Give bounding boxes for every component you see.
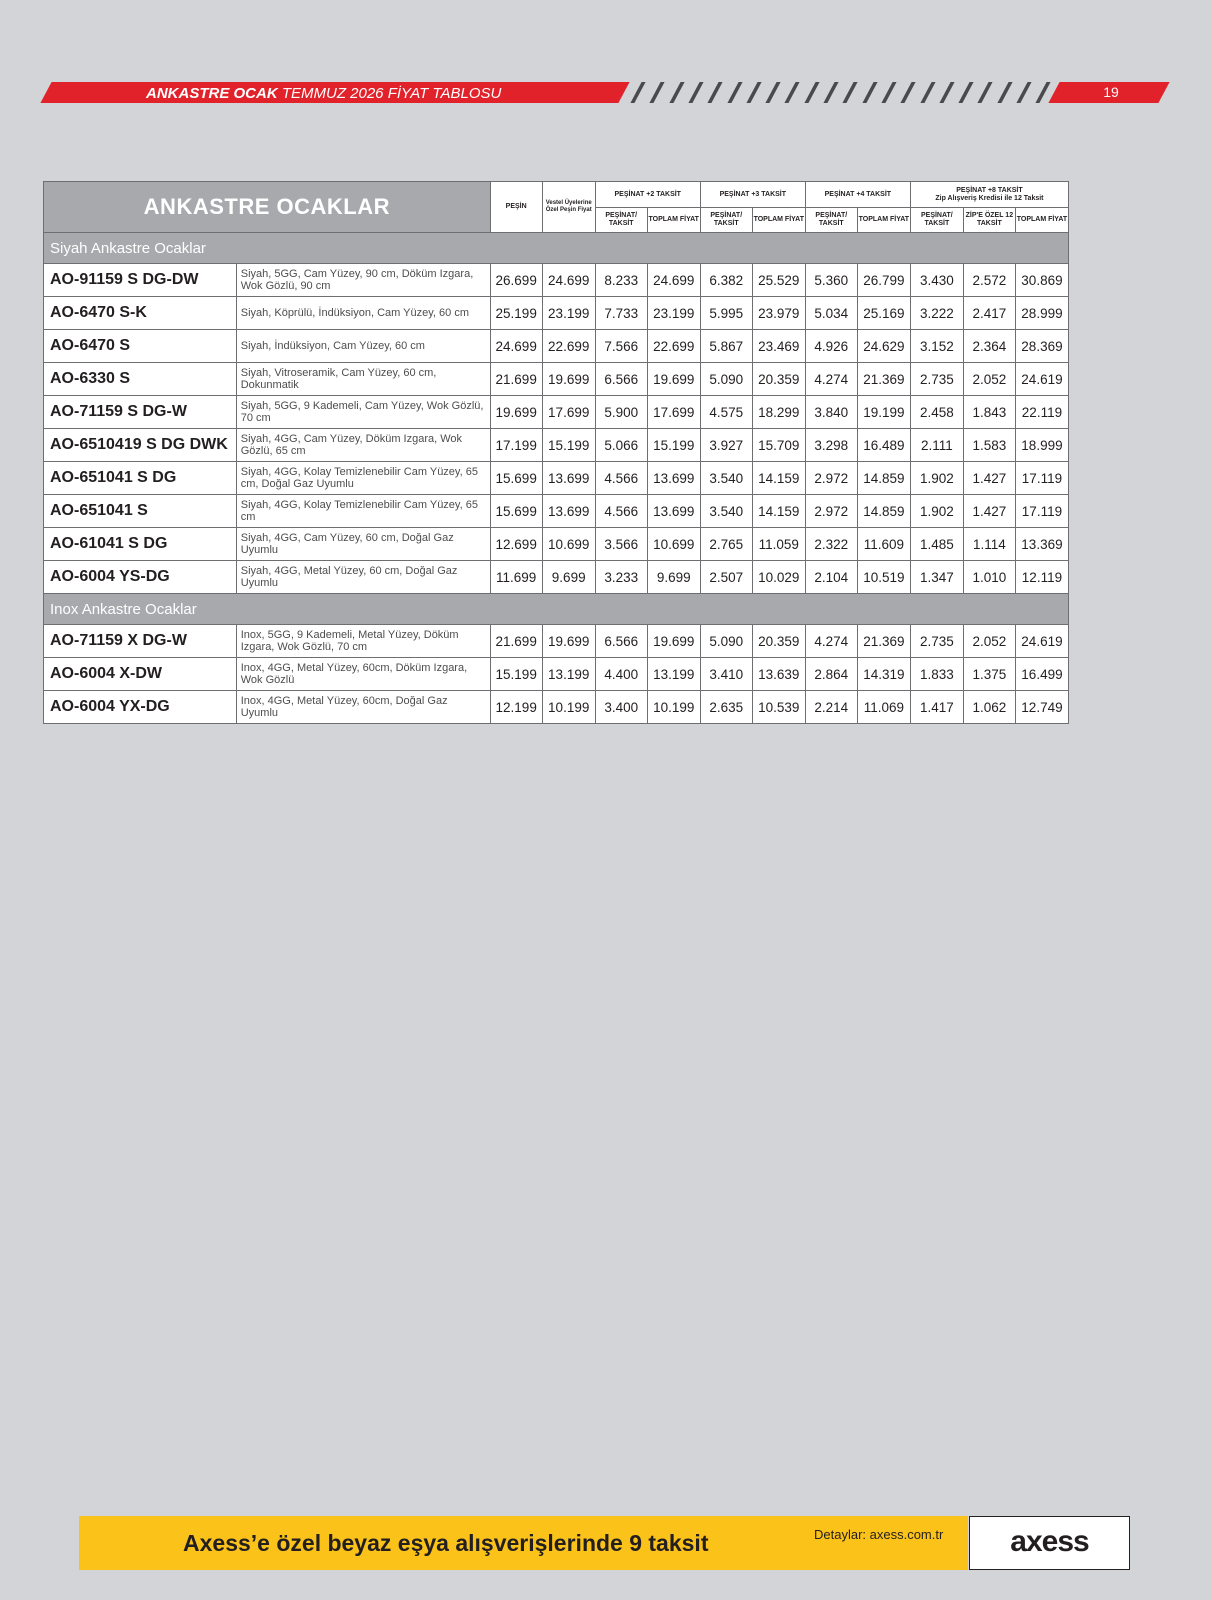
price-cell: 9.699 <box>647 561 700 594</box>
banner-stripe <box>1016 82 1031 103</box>
price-cell: 3.298 <box>805 429 857 462</box>
banner-stripe <box>727 82 742 103</box>
price-cell: 19.699 <box>542 363 595 396</box>
price-cell: 3.233 <box>595 561 647 594</box>
price-cell: 12.119 <box>1015 561 1068 594</box>
price-cell: 16.499 <box>1015 658 1068 691</box>
price-cell: 2.322 <box>805 528 857 561</box>
price-cell: 22.699 <box>542 330 595 363</box>
product-description: Siyah, 4GG, Kolay Temizlenebilir Cam Yüzey, 65 cm, Doğal Gaz Uyumlu <box>236 462 490 495</box>
header-toplam-fiyat: TOPLAM FİYAT <box>1015 208 1068 233</box>
banner-title <box>146 83 501 104</box>
price-cell: 22.699 <box>647 330 700 363</box>
header-pesinat-taksit: PEŞİNAT/ TAKSİT <box>910 208 963 233</box>
price-cell: 23.979 <box>752 297 805 330</box>
price-cell: 2.052 <box>963 363 1015 396</box>
banner-stripe <box>746 82 761 103</box>
price-cell: 1.833 <box>910 658 963 691</box>
product-code: AO-6470 S-K <box>44 297 237 330</box>
table-body <box>44 233 1069 724</box>
price-cell: 5.034 <box>805 297 857 330</box>
price-cell: 3.410 <box>700 658 752 691</box>
table-row <box>44 297 1069 330</box>
banner-stripe <box>843 82 858 103</box>
header-toplam-fiyat: TOPLAM FİYAT <box>647 208 700 233</box>
section-row <box>44 233 1069 264</box>
price-cell: 17.699 <box>647 396 700 429</box>
price-cell: 20.359 <box>752 625 805 658</box>
product-description: Siyah, Vitroseramik, Cam Yüzey, 60 cm, Dokunmatik <box>236 363 490 396</box>
price-cell: 15.699 <box>490 462 542 495</box>
header-pesinat-taksit: PEŞİNAT/ TAKSİT <box>805 208 857 233</box>
price-cell: 1.347 <box>910 561 963 594</box>
price-cell: 23.469 <box>752 330 805 363</box>
price-cell: 21.699 <box>490 625 542 658</box>
price-cell: 19.699 <box>647 363 700 396</box>
header-pesinat-taksit: PEŞİNAT/ TAKSİT <box>700 208 752 233</box>
price-cell: 25.529 <box>752 264 805 297</box>
price-cell: 14.859 <box>857 495 910 528</box>
price-cell: 3.222 <box>910 297 963 330</box>
product-code: AO-71159 S DG-W <box>44 396 237 429</box>
header-pesin: PEŞİN <box>490 182 542 233</box>
price-cell: 4.926 <box>805 330 857 363</box>
footer-promo-text: Axess’e özel beyaz eşya alışverişlerinde 9 taksit <box>183 1530 709 1556</box>
table-row <box>44 528 1069 561</box>
price-cell: 1.583 <box>963 429 1015 462</box>
price-cell: 7.566 <box>595 330 647 363</box>
banner-stripe <box>804 82 819 103</box>
price-cell: 28.369 <box>1015 330 1068 363</box>
price-cell: 10.199 <box>542 691 595 724</box>
price-cell: 15.199 <box>490 658 542 691</box>
price-cell: 13.699 <box>647 495 700 528</box>
table-row <box>44 330 1069 363</box>
price-cell: 20.359 <box>752 363 805 396</box>
price-cell: 5.066 <box>595 429 647 462</box>
price-cell: 2.635 <box>700 691 752 724</box>
price-cell: 2.572 <box>963 264 1015 297</box>
product-code: AO-6004 X-DW <box>44 658 237 691</box>
price-cell: 14.159 <box>752 462 805 495</box>
price-cell: 1.417 <box>910 691 963 724</box>
price-cell: 4.566 <box>595 495 647 528</box>
product-description: Siyah, Köprülü, İndüksiyon, Cam Yüzey, 60 cm <box>236 297 490 330</box>
product-code: AO-6510419 S DG DWK <box>44 429 237 462</box>
product-description: Inox, 5GG, 9 Kademeli, Metal Yüzey, Döküm Izgara, Wok Gözlü, 70 cm <box>236 625 490 658</box>
price-cell: 2.052 <box>963 625 1015 658</box>
price-cell: 2.972 <box>805 495 857 528</box>
price-cell: 2.735 <box>910 625 963 658</box>
price-cell: 3.400 <box>595 691 647 724</box>
banner-stripe <box>650 82 665 103</box>
price-cell: 2.735 <box>910 363 963 396</box>
table-row <box>44 691 1069 724</box>
price-cell: 5.867 <box>700 330 752 363</box>
price-cell: 2.364 <box>963 330 1015 363</box>
banner-stripe <box>997 82 1012 103</box>
table-row <box>44 462 1069 495</box>
price-table <box>43 181 1069 724</box>
product-description: Siyah, 4GG, Metal Yüzey, 60 cm, Doğal Gaz Uyumlu <box>236 561 490 594</box>
axess-logo: axess <box>1010 1525 1089 1558</box>
price-cell: 10.699 <box>542 528 595 561</box>
product-code: AO-6004 YS-DG <box>44 561 237 594</box>
price-cell: 15.709 <box>752 429 805 462</box>
price-cell: 5.995 <box>700 297 752 330</box>
banner-stripe <box>823 82 838 103</box>
table-row <box>44 396 1069 429</box>
price-cell: 1.010 <box>963 561 1015 594</box>
table-row <box>44 363 1069 396</box>
price-cell: 24.619 <box>1015 363 1068 396</box>
table-row <box>44 561 1069 594</box>
banner-title-bold: ANKASTRE OCAK <box>146 85 278 102</box>
price-cell: 5.090 <box>700 625 752 658</box>
section-title: Inox Ankastre Ocaklar <box>44 594 1069 625</box>
price-cell: 13.699 <box>647 462 700 495</box>
header-group-8-line1: PEŞİNAT +8 TAKSİT <box>956 186 1023 194</box>
price-cell: 23.199 <box>542 297 595 330</box>
price-cell: 1.902 <box>910 462 963 495</box>
table-row <box>44 495 1069 528</box>
product-description: Siyah, 4GG, Kolay Temizlenebilir Cam Yüzey, 65 cm <box>236 495 490 528</box>
price-cell: 3.840 <box>805 396 857 429</box>
price-cell: 17.119 <box>1015 462 1068 495</box>
price-cell: 28.999 <box>1015 297 1068 330</box>
banner-stripe <box>688 82 703 103</box>
price-cell: 1.375 <box>963 658 1015 691</box>
product-code: AO-6004 YX-DG <box>44 691 237 724</box>
header-banner <box>40 80 1171 106</box>
price-cell: 3.540 <box>700 495 752 528</box>
header-group-8-line2: Zip Alışveriş Kredisi ile 12 Taksit <box>935 194 1044 202</box>
header-toplam-fiyat: TOPLAM FİYAT <box>857 208 910 233</box>
banner-stripe <box>766 82 781 103</box>
price-cell: 2.972 <box>805 462 857 495</box>
price-cell: 8.233 <box>595 264 647 297</box>
banner-stripe <box>669 82 684 103</box>
product-description: Siyah, İndüksiyon, Cam Yüzey, 60 cm <box>236 330 490 363</box>
product-description: Siyah, 4GG, Cam Yüzey, Döküm Izgara, Wok Gözlü, 65 cm <box>236 429 490 462</box>
price-cell: 15.199 <box>647 429 700 462</box>
table-row <box>44 264 1069 297</box>
price-cell: 21.369 <box>857 363 910 396</box>
price-cell: 3.566 <box>595 528 647 561</box>
price-cell: 11.609 <box>857 528 910 561</box>
price-cell: 18.299 <box>752 396 805 429</box>
section-title: Siyah Ankastre Ocaklar <box>44 233 1069 264</box>
price-cell: 3.927 <box>700 429 752 462</box>
price-cell: 14.319 <box>857 658 910 691</box>
price-cell: 2.214 <box>805 691 857 724</box>
price-cell: 26.699 <box>490 264 542 297</box>
price-cell: 10.539 <box>752 691 805 724</box>
price-cell: 17.119 <box>1015 495 1068 528</box>
header-group-4-taksit: PEŞİNAT +4 TAKSİT <box>805 182 910 208</box>
banner-stripe <box>785 82 800 103</box>
price-cell: 12.699 <box>490 528 542 561</box>
price-cell: 18.999 <box>1015 429 1068 462</box>
banner-stripes <box>636 82 1078 103</box>
price-cell: 10.029 <box>752 561 805 594</box>
price-cell: 6.566 <box>595 625 647 658</box>
table-row <box>44 625 1069 658</box>
price-cell: 1.427 <box>963 462 1015 495</box>
product-code: AO-651041 S DG <box>44 462 237 495</box>
price-cell: 19.699 <box>490 396 542 429</box>
price-cell: 10.199 <box>647 691 700 724</box>
price-cell: 1.114 <box>963 528 1015 561</box>
price-cell: 13.699 <box>542 462 595 495</box>
product-description: Siyah, 5GG, 9 Kademeli, Cam Yüzey, Wok Gözlü, 70 cm <box>236 396 490 429</box>
price-cell: 13.199 <box>542 658 595 691</box>
axess-logo-box <box>969 1516 1130 1570</box>
price-cell: 4.566 <box>595 462 647 495</box>
price-cell: 6.566 <box>595 363 647 396</box>
price-cell: 2.765 <box>700 528 752 561</box>
price-cell: 24.699 <box>490 330 542 363</box>
table-row <box>44 658 1069 691</box>
banner-stripe <box>901 82 916 103</box>
price-cell: 24.699 <box>542 264 595 297</box>
header-vestel: Vestel Üyelerine Özel Peşin Fiyat <box>542 182 595 233</box>
price-cell: 1.902 <box>910 495 963 528</box>
product-description: Siyah, 4GG, Cam Yüzey, 60 cm, Doğal Gaz Uyumlu <box>236 528 490 561</box>
price-cell: 4.400 <box>595 658 647 691</box>
price-cell: 10.699 <box>647 528 700 561</box>
footer-promo-band <box>79 1516 968 1570</box>
price-cell: 14.159 <box>752 495 805 528</box>
price-cell: 17.699 <box>542 396 595 429</box>
price-cell: 19.699 <box>542 625 595 658</box>
price-cell: 2.417 <box>963 297 1015 330</box>
header-group-2-taksit: PEŞİNAT +2 TAKSİT <box>595 182 700 208</box>
product-description: Inox, 4GG, Metal Yüzey, 60cm, Doğal Gaz Uyumlu <box>236 691 490 724</box>
price-cell: 1.427 <box>963 495 1015 528</box>
footer-detail-link[interactable]: Detaylar: axess.com.tr <box>814 1527 944 1542</box>
banner-stripe <box>630 82 645 103</box>
price-cell: 4.274 <box>805 625 857 658</box>
price-cell: 9.699 <box>542 561 595 594</box>
banner-stripe <box>881 82 896 103</box>
footer-bar <box>79 1516 1129 1570</box>
product-code: AO-651041 S <box>44 495 237 528</box>
price-cell: 25.169 <box>857 297 910 330</box>
price-cell: 16.489 <box>857 429 910 462</box>
price-cell: 1.843 <box>963 396 1015 429</box>
page-number: 19 <box>1103 84 1119 100</box>
price-cell: 5.090 <box>700 363 752 396</box>
price-cell: 3.152 <box>910 330 963 363</box>
price-cell: 13.639 <box>752 658 805 691</box>
price-cell: 25.199 <box>490 297 542 330</box>
price-cell: 23.199 <box>647 297 700 330</box>
price-cell: 7.733 <box>595 297 647 330</box>
table-title: ANKASTRE OCAKLAR <box>44 182 491 233</box>
price-cell: 12.199 <box>490 691 542 724</box>
banner-title-rest: TEMMUZ 2026 FİYAT TABLOSU <box>277 85 502 102</box>
price-cell: 24.619 <box>1015 625 1068 658</box>
price-cell: 2.458 <box>910 396 963 429</box>
price-cell: 21.369 <box>857 625 910 658</box>
product-code: AO-6470 S <box>44 330 237 363</box>
banner-stripe <box>708 82 723 103</box>
price-cell: 30.869 <box>1015 264 1068 297</box>
product-code: AO-6330 S <box>44 363 237 396</box>
price-cell: 26.799 <box>857 264 910 297</box>
price-cell: 15.699 <box>490 495 542 528</box>
product-description: Siyah, 5GG, Cam Yüzey, 90 cm, Döküm Izgara, Wok Gözlü, 90 cm <box>236 264 490 297</box>
price-cell: 22.119 <box>1015 396 1068 429</box>
price-cell: 19.199 <box>857 396 910 429</box>
banner-stripe <box>862 82 877 103</box>
price-cell: 12.749 <box>1015 691 1068 724</box>
price-cell: 1.485 <box>910 528 963 561</box>
header-pesinat-taksit: PEŞİNAT/ TAKSİT <box>595 208 647 233</box>
product-code: AO-91159 S DG-DW <box>44 264 237 297</box>
price-cell: 24.629 <box>857 330 910 363</box>
price-cell: 11.699 <box>490 561 542 594</box>
header-toplam-fiyat: TOPLAM FİYAT <box>752 208 805 233</box>
price-cell: 24.699 <box>647 264 700 297</box>
price-cell: 3.430 <box>910 264 963 297</box>
product-description: Inox, 4GG, Metal Yüzey, 60cm, Döküm Izgara, Wok Gözlü <box>236 658 490 691</box>
price-cell: 4.274 <box>805 363 857 396</box>
price-cell: 2.104 <box>805 561 857 594</box>
price-cell: 19.699 <box>647 625 700 658</box>
price-cell: 3.540 <box>700 462 752 495</box>
price-cell: 2.507 <box>700 561 752 594</box>
header-group-3-taksit: PEŞİNAT +3 TAKSİT <box>700 182 805 208</box>
price-cell: 21.699 <box>490 363 542 396</box>
price-cell: 14.859 <box>857 462 910 495</box>
header-zip-ozel: ZİP'E ÖZEL 12 TAKSİT <box>963 208 1015 233</box>
product-code: AO-61041 S DG <box>44 528 237 561</box>
banner-stripe <box>920 82 935 103</box>
banner-stripe <box>959 82 974 103</box>
banner-stripe <box>978 82 993 103</box>
price-cell: 13.199 <box>647 658 700 691</box>
price-cell: 5.360 <box>805 264 857 297</box>
price-cell: 15.199 <box>542 429 595 462</box>
price-cell: 11.069 <box>857 691 910 724</box>
product-code: AO-71159 X DG-W <box>44 625 237 658</box>
price-cell: 6.382 <box>700 264 752 297</box>
section-row <box>44 594 1069 625</box>
price-cell: 11.059 <box>752 528 805 561</box>
price-cell: 2.111 <box>910 429 963 462</box>
table-row <box>44 429 1069 462</box>
price-cell: 17.199 <box>490 429 542 462</box>
header-group-8-taksit <box>910 182 1068 208</box>
price-cell: 1.062 <box>963 691 1015 724</box>
banner-stripe <box>939 82 954 103</box>
price-cell: 2.864 <box>805 658 857 691</box>
price-cell: 13.369 <box>1015 528 1068 561</box>
price-cell: 4.575 <box>700 396 752 429</box>
price-cell: 13.699 <box>542 495 595 528</box>
price-cell: 5.900 <box>595 396 647 429</box>
price-cell: 10.519 <box>857 561 910 594</box>
